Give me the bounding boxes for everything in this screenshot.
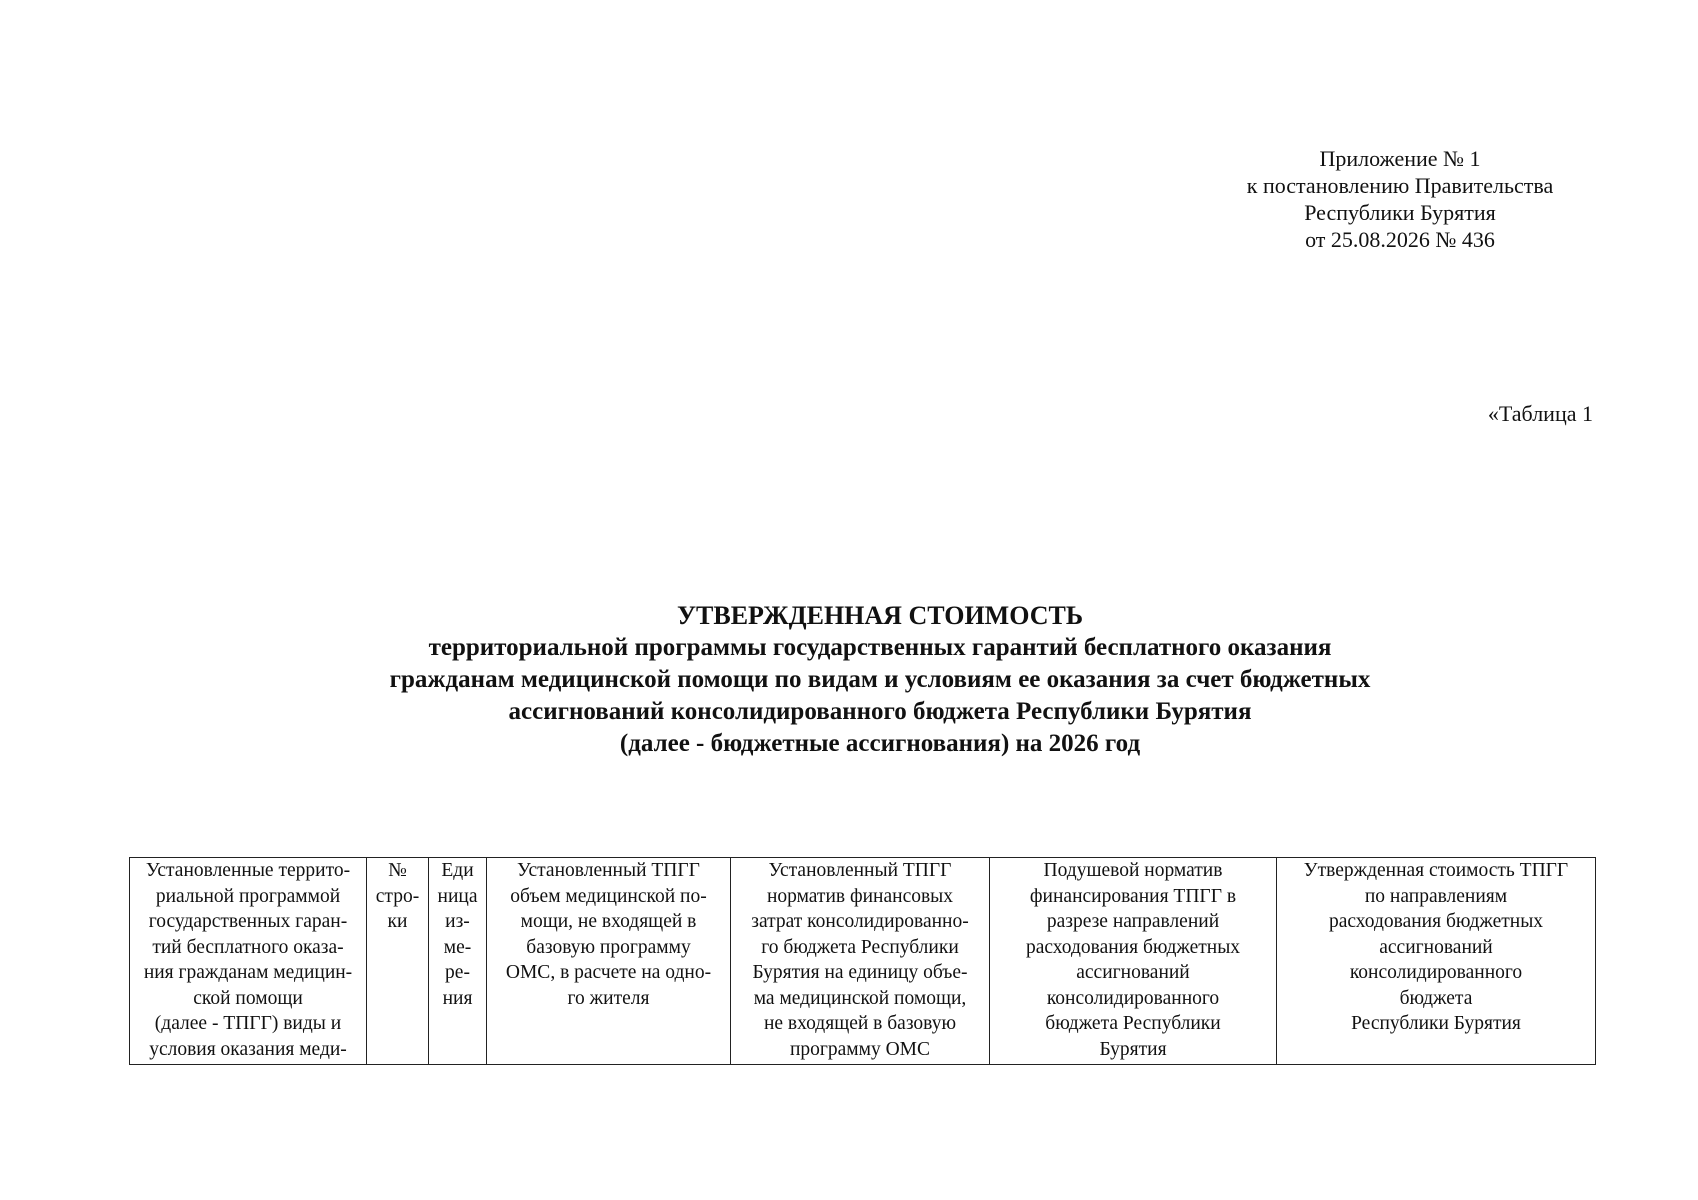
- header-line: Установленный ТПГГ: [768, 860, 952, 881]
- header-line: ассигнований: [1379, 936, 1493, 958]
- header-line: разрезе направлений: [1046, 911, 1220, 932]
- title-line: гражданам медицинской помощи по видам и условиям ее оказания за счет бюджетных: [389, 666, 1371, 693]
- header-line: расходования бюджетных: [1328, 911, 1544, 932]
- cost-table: [129, 857, 1596, 1065]
- header-line: Бурятия: [1099, 1038, 1167, 1060]
- table-header-row: [130, 858, 1596, 1065]
- header-line: го жителя: [567, 987, 650, 1009]
- header-line: ница: [437, 885, 478, 907]
- header-line: Бурятия на единицу объе-: [752, 962, 968, 983]
- header-line: консолидированного: [1349, 962, 1523, 983]
- header-line: консолидированного: [1046, 987, 1220, 1009]
- header-line: не входящей в базовую: [763, 1013, 957, 1034]
- header-line: ма медицинской помощи,: [753, 987, 967, 1009]
- header-line: ме-: [443, 936, 472, 958]
- header-line: базовую программу: [526, 936, 691, 958]
- header-line: Еди: [441, 860, 474, 881]
- header-line: риальной программой: [155, 885, 341, 907]
- header-line: Установленный ТПГГ: [517, 860, 700, 881]
- header-line: ре-: [445, 962, 470, 983]
- header-cell-types-conditions: [130, 858, 367, 1065]
- header-line: (далее - ТПГГ) виды и: [154, 1013, 342, 1034]
- header-line: ской помощи: [193, 987, 303, 1009]
- header-line: по направлениям: [1364, 885, 1508, 907]
- header-line: государственных гаран-: [148, 911, 348, 932]
- header-line: программу ОМС: [789, 1038, 931, 1060]
- header-line: затрат консолидированно-: [751, 911, 969, 932]
- header-line: бюджета Республики: [1045, 1013, 1221, 1034]
- appendix-line: Республики Бурятия: [1304, 200, 1496, 225]
- header-line: го бюджета Республики: [761, 936, 959, 958]
- header-cell-volume: [487, 858, 731, 1065]
- appendix-line: от 25.08.2026 № 436: [1305, 227, 1495, 252]
- title-line: территориальной программы государственных гарантий бесплатного оказания: [428, 634, 1332, 661]
- appendix-reference: [1230, 145, 1570, 253]
- header-line: объем медицинской по-: [510, 885, 707, 907]
- header-line: Подушевой норматив: [1043, 860, 1223, 881]
- header-line: из-: [445, 911, 470, 932]
- header-line: ки: [387, 911, 408, 932]
- header-line: тий бесплатного оказа-: [152, 936, 344, 958]
- header-line: ния: [442, 987, 473, 1009]
- title-line: УТВЕРЖДЕННАЯ СТОИМОСТЬ: [676, 601, 1084, 630]
- header-cell-unit: [429, 858, 487, 1065]
- header-cell-cost-norm: [731, 858, 990, 1065]
- title-line: (далее - бюджетные ассигнования) на 2026 год: [619, 730, 1141, 757]
- header-line: условия оказания меди-: [149, 1038, 347, 1060]
- header-line: Установленные террито-: [145, 860, 351, 881]
- header-line: стро-: [375, 885, 420, 907]
- header-line: №: [388, 860, 407, 881]
- appendix-line: к постановлению Правительства: [1246, 173, 1554, 198]
- header-cell-per-capita: [990, 858, 1277, 1065]
- header-cell-row-number: [367, 858, 429, 1065]
- header-cell-approved-cost: [1277, 858, 1596, 1065]
- document-title: [0, 600, 1698, 760]
- title-line: ассигнований консолидированного бюджета Республики Бурятия: [508, 698, 1252, 725]
- header-line: Республики Бурятия: [1351, 1013, 1521, 1034]
- header-line: Утвержденная стоимость ТПГГ: [1303, 860, 1569, 881]
- appendix-line: Приложение № 1: [1319, 146, 1481, 171]
- header-line: ния гражданам медицин-: [143, 962, 353, 983]
- header-line: финансирования ТПГГ в: [1029, 885, 1237, 907]
- header-line: расходования бюджетных: [1025, 936, 1241, 958]
- header-line: норматив финансовых: [766, 885, 954, 907]
- header-line: бюджета: [1399, 987, 1473, 1009]
- header-line: мощи, не входящей в: [520, 911, 697, 932]
- table-caption: «Таблица 1: [1487, 401, 1593, 426]
- header-line: ассигнований: [1076, 962, 1190, 983]
- header-line: ОМС, в расчете на одно-: [505, 962, 712, 983]
